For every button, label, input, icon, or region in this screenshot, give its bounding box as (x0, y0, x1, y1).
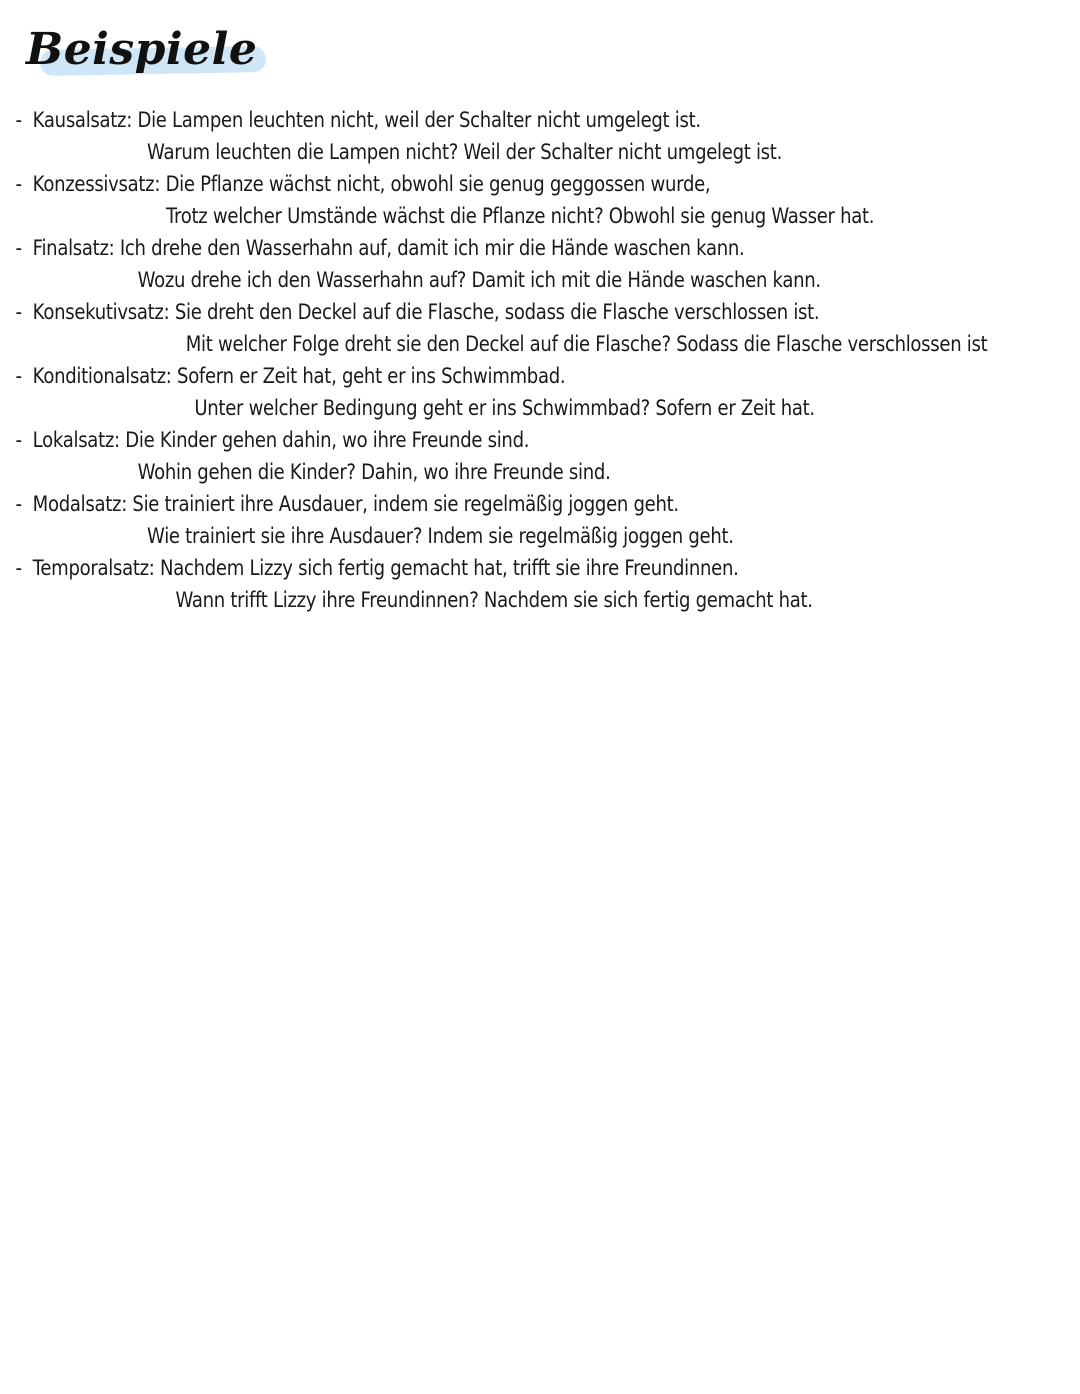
examples-list (0, 104, 1080, 616)
title-block (22, 18, 257, 82)
example-question-answer: Warum leuchten die Lampen nicht? Weil der Schalter nicht umgelegt ist. (147, 140, 783, 164)
bullet-dash: - (15, 108, 22, 132)
example-sentence (0, 296, 929, 328)
example-konzessivsatz (0, 168, 1080, 232)
example-konditionalsatz (0, 360, 1080, 424)
example-sentence-text: Konditionalsatz: Sofern er Zeit hat, geht er ins Schwimmbad. (32, 364, 566, 388)
example-sentence-text: Modalsatz: Sie trainiert ihre Ausdauer, indem sie regelmäßig joggen geht. (32, 492, 679, 516)
example-konsekutivsatz (0, 296, 1080, 360)
example-sentence (0, 424, 929, 456)
example-sentence-text: Lokalsatz: Die Kinder gehen dahin, wo ihre Freunde sind. (32, 428, 530, 452)
bullet-dash: - (15, 172, 22, 196)
example-sentence (0, 552, 929, 584)
example-question-answer: Unter welcher Bedingung geht er ins Schwimmbad? Sofern er Zeit hat. (194, 396, 815, 420)
bullet-dash: - (15, 300, 22, 324)
example-sentence (0, 488, 929, 520)
example-sentence-text: Konsekutivsatz: Sie dreht den Deckel auf die Flasche, sodass die Flasche verschlossen ist. (32, 300, 820, 324)
example-question-answer: Mit welcher Folge dreht sie den Deckel auf die Flasche? Sodass die Flasche verschlossen ist (185, 332, 988, 356)
page-title: Beispiele (26, 24, 258, 75)
example-sentence-text: Finalsatz: Ich drehe den Wasserhahn auf, damit ich mir die Hände waschen kann. (32, 236, 745, 260)
example-sentence-text: Kausalsatz: Die Lampen leuchten nicht, weil der Schalter nicht umgelegt ist. (32, 108, 701, 132)
example-sentence-text: Temporalsatz: Nachdem Lizzy sich fertig gemacht hat, trifft sie ihre Freundinnen. (32, 556, 739, 580)
bullet-dash: - (15, 428, 22, 452)
example-question-answer: Wann trifft Lizzy ihre Freundinnen? Nachdem sie sich fertig gemacht hat. (175, 588, 813, 612)
example-question-answer: Trotz welcher Umstände wächst die Pflanze nicht? Obwohl sie genug Wasser hat. (165, 204, 875, 228)
example-question-answer: Wohin gehen die Kinder? Dahin, wo ihre Freunde sind. (137, 460, 611, 484)
example-question-answer: Wie trainiert sie ihre Ausdauer? Indem sie regelmäßig joggen geht. (147, 524, 734, 548)
example-sentence (0, 232, 929, 264)
example-lokalsatz (0, 424, 1080, 488)
example-sentence (0, 104, 929, 136)
example-finalsatz (0, 232, 1080, 296)
bullet-dash: - (15, 556, 22, 580)
example-modalsatz (0, 488, 1080, 552)
example-sentence-text: Konzessivsatz: Die Pflanze wächst nicht, obwohl sie genug geggossen wurde, (32, 172, 711, 196)
bullet-dash: - (15, 236, 22, 260)
example-sentence (0, 168, 929, 200)
example-temporalsatz (0, 552, 1080, 616)
bullet-dash: - (15, 364, 22, 388)
example-kausalsatz (0, 104, 1080, 168)
example-question-answer: Wozu drehe ich den Wasserhahn auf? Damit ich mit die Hände waschen kann. (137, 268, 821, 292)
example-sentence (0, 360, 929, 392)
bullet-dash: - (15, 492, 22, 516)
